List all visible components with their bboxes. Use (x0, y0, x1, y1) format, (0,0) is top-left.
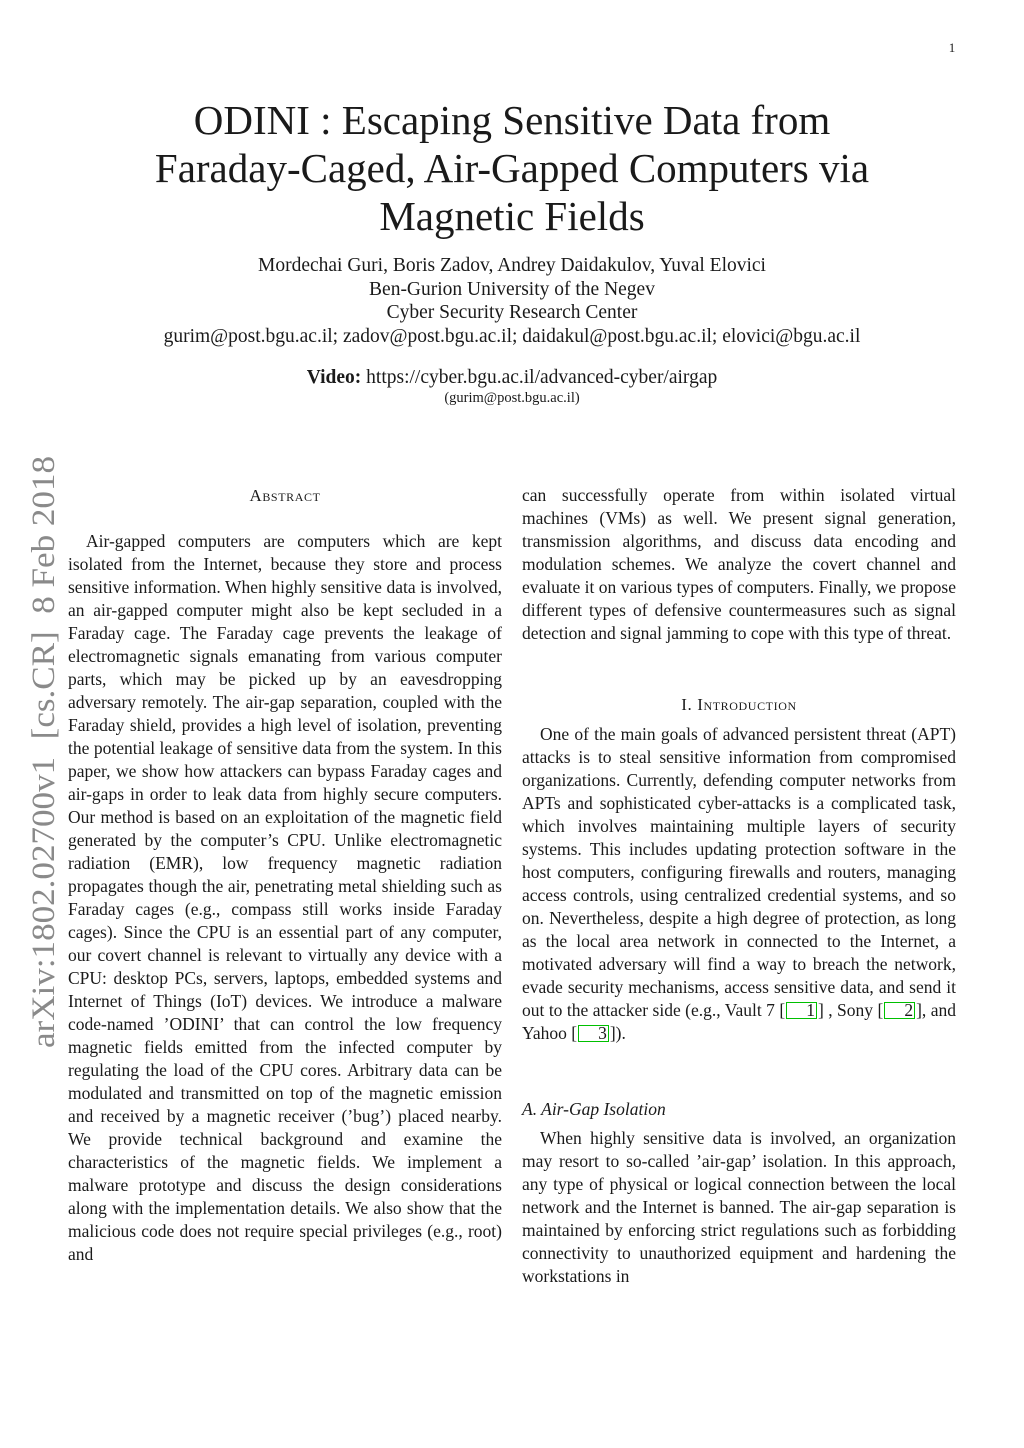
page-number: 1 (948, 40, 956, 55)
paper-title (100, 96, 924, 240)
intro-text-4: ]). (609, 1023, 626, 1043)
video-url[interactable]: https://cyber.bgu.ac.il/advanced-cyber/airgap (366, 367, 718, 388)
introduction-column (522, 723, 956, 1045)
intro-text-3: ], and Yahoo [ (522, 1000, 956, 1043)
title-line-3: Magnetic Fields (379, 193, 645, 239)
contact-email: (gurim@post.bgu.ac.il) (444, 390, 580, 406)
introduction-heading: I. Introduction (681, 695, 797, 714)
video-line (100, 366, 924, 389)
author-names: Mordechai Guri, Boris Zadov, Andrey Daidakulov, Yuval Elovici (258, 255, 766, 276)
title-line-2: Faraday-Caged, Air-Gapped Computers via (154, 145, 870, 191)
intro-text-2: ] , Sony [ (817, 1000, 884, 1020)
abstract-text: Air-gapped computers are computers which are kept isolated from the Internet, because they store and process sensitive information. When highly sensitive data is involved, an air-gapped computer might also be kept secluded in a Faraday cage. The Faraday cage prevents the leakage of electromagnetic signals emanating from various computer parts, which may be picked up by an eavesdropping adversary remotely. The air-gap separation, coupled with the Faraday shield, provides a high level of isolation, preventing the potential leakage of sensitive data from the system. In this paper, we show how attackers can bypass Faraday cages and air-gaps in order to leak data from highly secure computers. Our method is based on an exploitation of the magnetic field generated by the computer’s CPU. Unlike electromagnetic radiation (EMR), low frequency magnetic radiation propagates though the air, penetrating metal shielding such as Faraday cages (e.g., compass still works inside Faraday cages). Since the CPU is an essential part of any computer, our covert channel is relevant to virtually any device with a CPU: desktop PCs, servers, laptops, embedded systems and Internet of Things (IoT) devices. We introduce a malware code-named ’ODINI’ that can control the low frequency magnetic fields emitted from the infected computer by regulating the load of the CPU cores. Arbitrary data can be modulated and transmitted on top of the magnetic emission and received by a magnetic receiver (’bug’) placed nearby. We provide technical background and examine the characteristics of the magnetic fields. We implement a malware prototype and discuss the design considerations along with the implementation details. We also show that the malicious code does not require special privileges (e.g., root) and (68, 531, 502, 1264)
introduction-paragraph (522, 723, 956, 1045)
airgap-subsection-heading: A. Air-Gap Isolation (522, 1099, 666, 1119)
airgap-paragraph: When highly sensitive data is involved, an organization may resort to so-called ’air-gap’ isolation. In this approach, any type of physical or logical connection between the local network and the Internet is banned. The air-gap separation is maintained by enforcing strict regulations such as forbidding connectivity to unauthorized equipment and hardening the workstations in (522, 1128, 956, 1286)
abstract-continuation-column (522, 484, 956, 645)
author-emails: gurim@post.bgu.ac.il; zadov@post.bgu.ac.il; daidakul@post.bgu.ac.il; elovici@bgu.ac.il (163, 325, 861, 347)
title-line-1: ODINI : Escaping Sensitive Data from (193, 97, 831, 143)
affiliation-university: Ben-Gurion University of the Negev (369, 278, 655, 300)
video-label: Video: (306, 367, 362, 388)
citation-link-1[interactable]: 1 (786, 1002, 817, 1019)
abstract-column (68, 530, 502, 1266)
abstract-continuation: can successfully operate from within isolated virtual machines (VMs) as well. We present signal generation, transmission algorithms, and discuss data encoding and modulation schemes. We analyze the covert channel and evaluate it on various types of computers. Finally, we propose different types of defensive countermeasures such as signal detection and signal jamming to cope with this type of threat. (522, 485, 956, 643)
affiliation-center: Cyber Security Research Center (386, 302, 638, 323)
author-block (100, 254, 924, 348)
abstract-heading: Abstract (249, 486, 321, 505)
airgap-column (522, 1127, 956, 1288)
citation-link-2[interactable]: 2 (884, 1002, 915, 1019)
arxiv-stamp (14, 456, 66, 1048)
citation-link-3[interactable]: 3 (578, 1025, 609, 1042)
intro-text-1: One of the main goals of advanced persistent threat (APT) attacks is to steal sensitive information from compromised organizations. Currently, defending computer networks from APTs and sophisticated cyber-attacks is a complicated task, which involves maintaining multiple layers of security systems. This includes updating protection software in the host computers, configuring firewalls and routers, managing access controls, using centralized credential systems, and so on. Nevertheless, despite a high degree of protection, as long as the local area network in connected to the Internet, a motivated adversary will find a way to breach the network, evade security mechanisms, access sensitive data, and send it out to the attacker side (e.g., Vault 7 [ (522, 724, 956, 1020)
arxiv-stamp-text: arXiv:1802.02700v1 [cs.CR] 8 Feb 2018 (26, 490, 62, 1048)
